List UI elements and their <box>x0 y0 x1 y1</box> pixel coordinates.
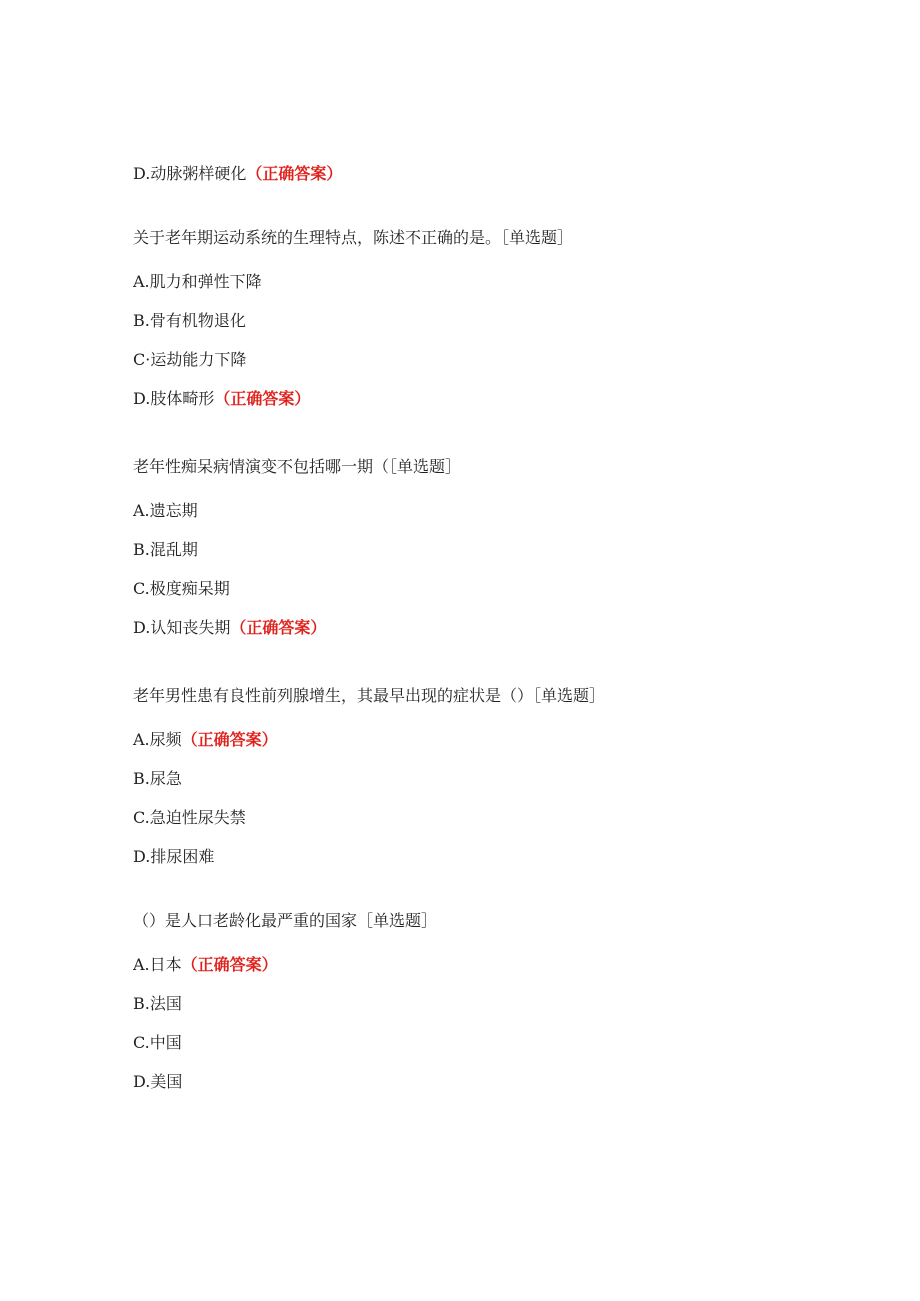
answer-option <box>133 389 310 409</box>
answer-option <box>133 618 326 638</box>
option-text: D.美国 <box>133 1072 183 1091</box>
option-text: A.尿频 <box>133 730 182 749</box>
option-text: B.尿急 <box>133 769 182 788</box>
correct-answer-tag: （正确答案） <box>181 730 278 749</box>
option-text: D.动脉粥样硬化 <box>133 164 247 183</box>
answer-option <box>133 311 246 331</box>
answer-option <box>133 272 262 292</box>
answer-option <box>133 769 182 789</box>
option-text: A.日本 <box>133 955 182 974</box>
option-text: D.肢体畸形 <box>133 389 215 408</box>
correct-answer-tag: （正确答案） <box>246 164 343 183</box>
answer-option <box>133 994 182 1014</box>
option-text: C.急迫性尿失禁 <box>133 808 246 827</box>
correct-answer-tag: （正确答案） <box>181 955 278 974</box>
option-text: C.极度痴呆期 <box>133 579 230 598</box>
correct-answer-tag: （正确答案） <box>230 618 327 637</box>
correct-answer-tag: （正确答案） <box>214 389 311 408</box>
option-text: D.认知丧失期 <box>133 618 231 637</box>
option-text: D.排尿困难 <box>133 847 215 866</box>
option-text: B.骨有机物退化 <box>133 311 246 330</box>
question-text: 关于老年期运动系统的生理特点，陈述不正确的是。［单选题］ <box>133 228 574 247</box>
answer-option <box>133 1033 182 1053</box>
answer-option <box>133 1072 182 1092</box>
question-text: 老年性痴呆病情演变不包括哪一期（［单选题］ <box>133 457 462 476</box>
answer-option <box>133 579 230 599</box>
answer-option <box>133 540 198 560</box>
option-text: A.遗忘期 <box>133 501 198 520</box>
answer-option <box>133 350 246 370</box>
option-text: A.肌力和弹性下降 <box>133 272 262 291</box>
option-text: B.混乱期 <box>133 540 198 559</box>
answer-option <box>133 847 214 867</box>
answer-option <box>133 808 246 828</box>
answer-option <box>133 501 198 521</box>
question-text: （）是人口老龄化最严重的国家［单选题］ <box>133 911 438 930</box>
option-text: C.中国 <box>133 1033 182 1052</box>
option-text: C·运劫能力下降 <box>133 350 247 369</box>
answer-option <box>133 164 342 184</box>
answer-option <box>133 730 278 750</box>
option-text: B.法国 <box>133 994 182 1013</box>
question-text: 老年男性患有良性前列腺增生，其最早出现的症状是（）［单选题］ <box>133 686 606 705</box>
answer-option <box>133 955 278 975</box>
